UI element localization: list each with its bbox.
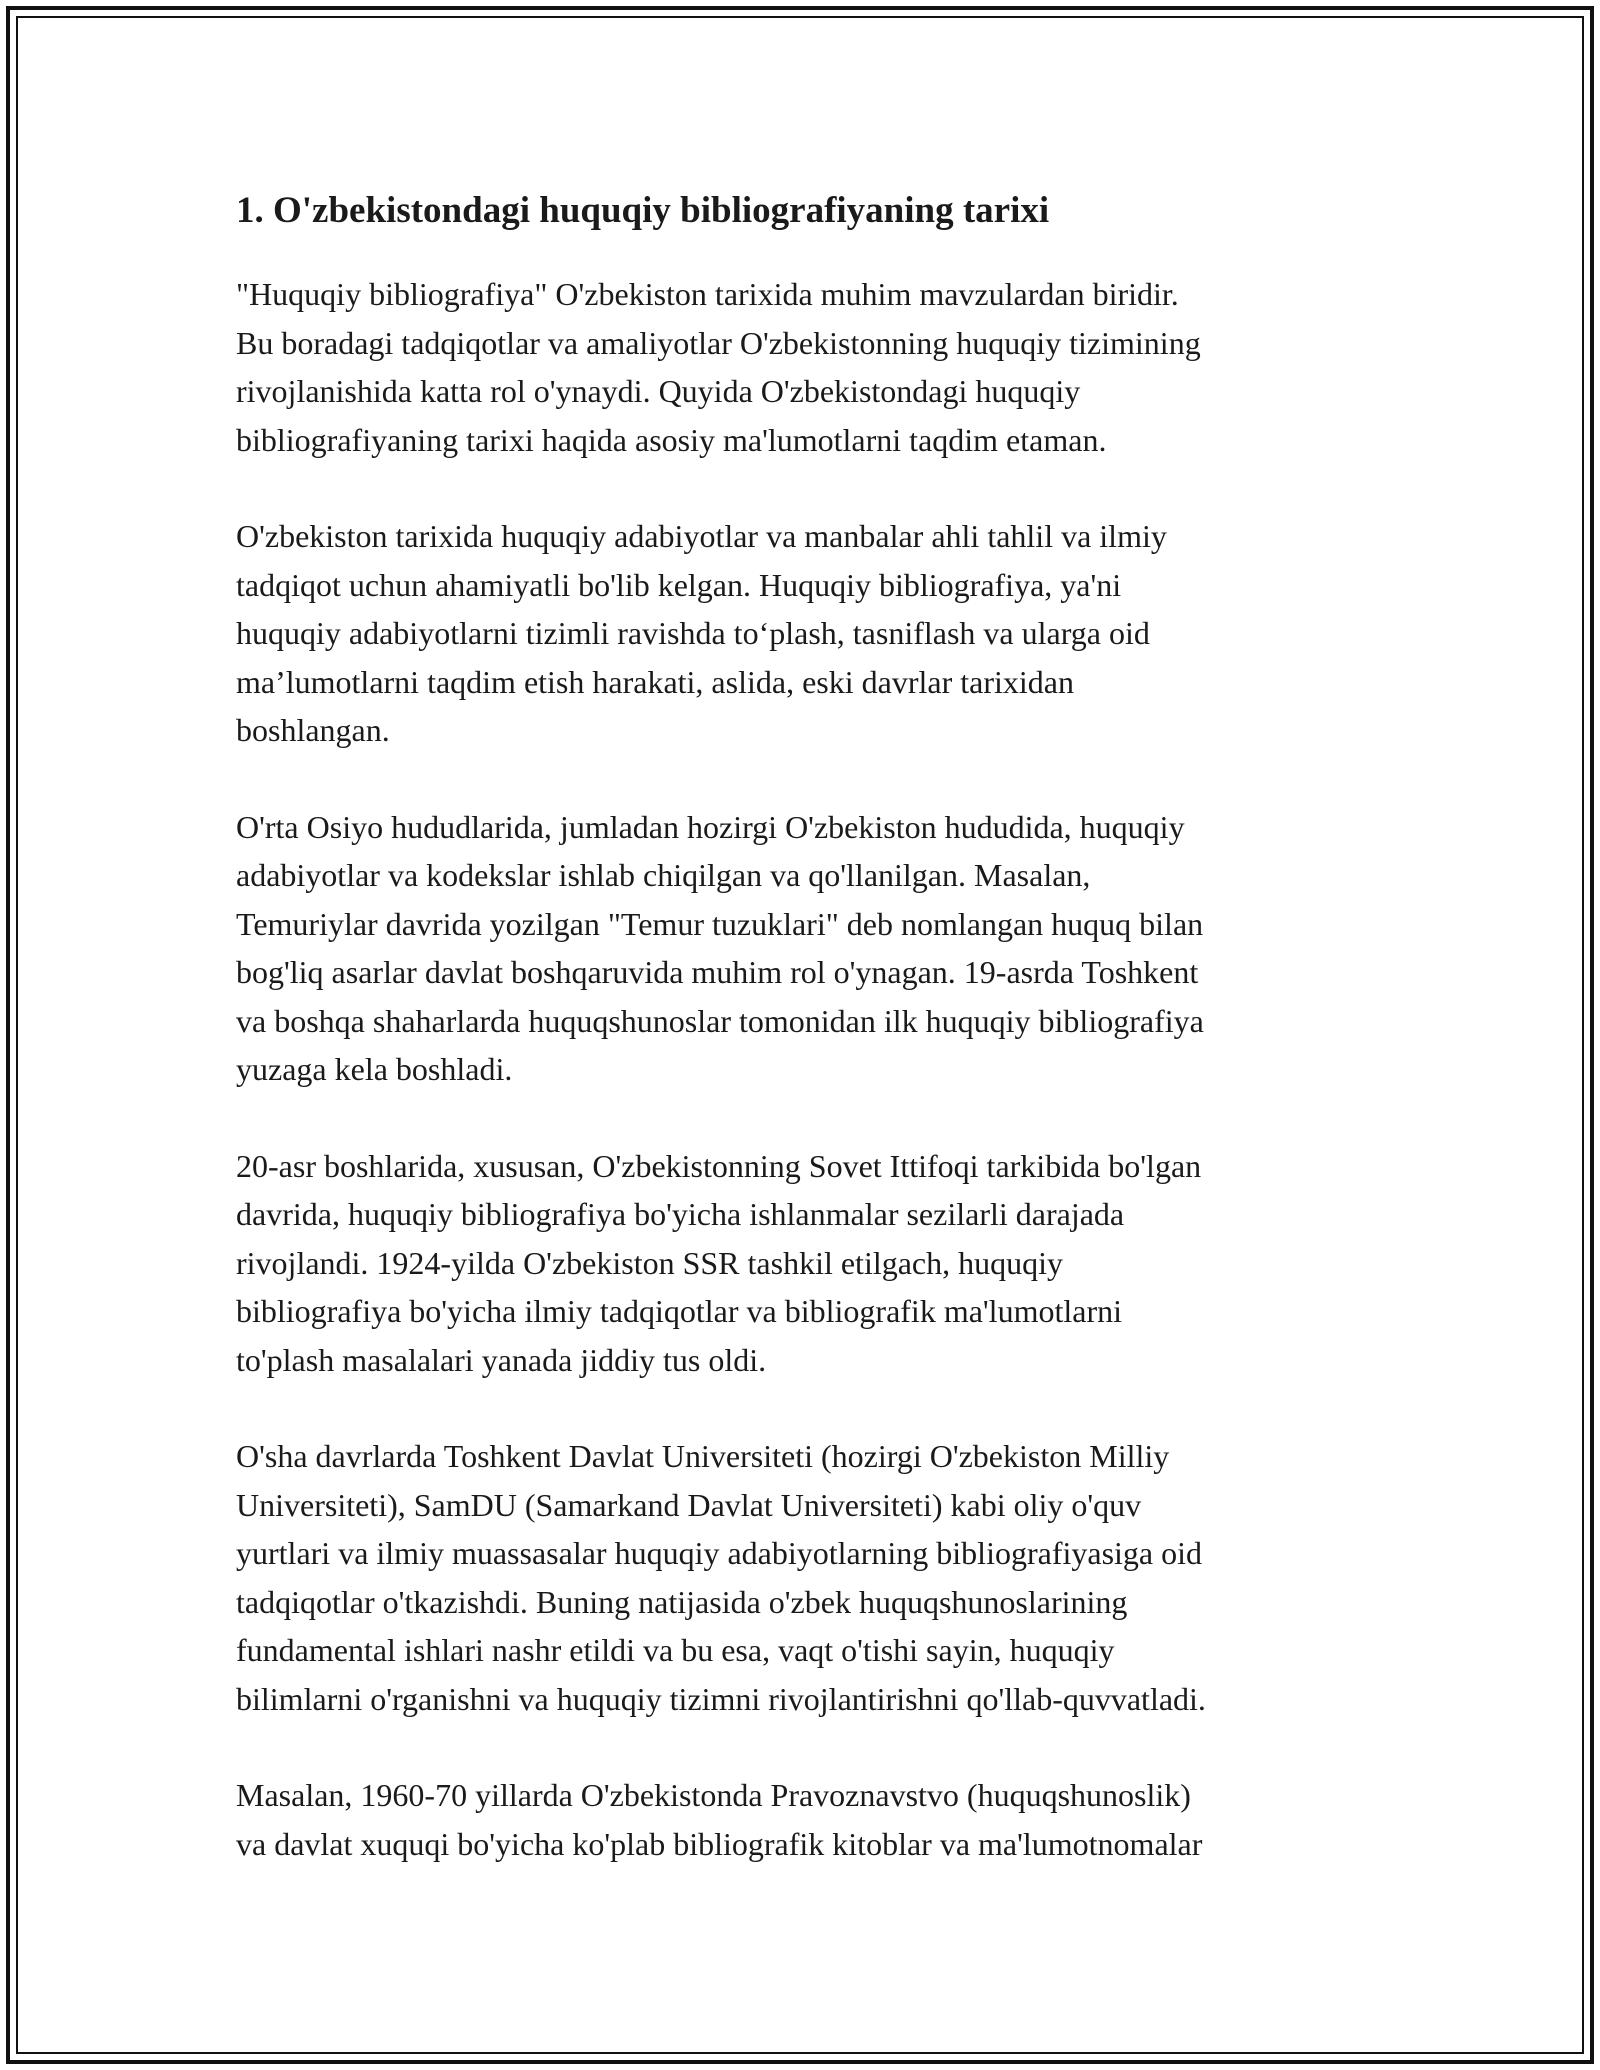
text-line: Masalan, 1960-70 yillarda O'zbekistonda Pravoznavstvo (huquqshunoslik) — [236, 1777, 1191, 1813]
text-line: rivojlandi. 1924-yilda O'zbekiston SSR tashkil etilgach, huquqiy — [236, 1244, 1064, 1281]
text-line: bibliografiya bo'yicha ilmiy tadqiqotlar va bibliografik ma'lumotlarni — [236, 1293, 1122, 1329]
text-line: fundamental ishlari nashr etildi va bu esa, vaqt o'tishi sayin, huquqiy — [236, 1632, 1115, 1668]
text-line: boshlangan. — [236, 712, 390, 748]
text-line: rivojlanishida katta rol o'ynaydi. Quyida O'zbekistondagi huquqiy — [236, 373, 1081, 409]
text-line: tadqiqotlar o'tkazishdi. Buning natijasida o'zbek huquqshunoslarining — [236, 1583, 1128, 1620]
paragraph-5 — [236, 1432, 1356, 1723]
text-line: "Huquqiy bibliografiya" O'zbekiston tarixida muhim mavzulardan biridir. — [236, 276, 1179, 312]
text-line: va boshqa shaharlarda huquqshunoslar tomonidan ilk huquqiy bibliografiya — [236, 1002, 1204, 1039]
text-line: huquqiy adabiyotlarni tizimli ravishda to‘plash, tasniflash va ularga oid — [236, 615, 1150, 651]
section-heading: 1. O'zbekistondagi huquqiy bibliografiyaning tarixi — [236, 190, 1050, 231]
text-line: davrida, huquqiy bibliografiya bo'yicha ishlanmalar sezilarli darajada — [236, 1196, 1125, 1232]
text-line: adabiyotlar va kodekslar ishlab chiqilgan va qo'llanilgan. Masalan, — [236, 857, 1091, 893]
text-line: yuzaga kela boshladi. — [236, 1051, 513, 1087]
text-line: Bu boradagi tadqiqotlar va amaliyotlar O'zbekistonning huquqiy tizimining — [236, 324, 1201, 361]
text-line: O'zbekiston tarixida huquqiy adabiyotlar va manbalar ahli tahlil va ilmiy — [236, 518, 1167, 554]
text-line: O'sha davrlarda Toshkent Davlat Universiteti (hozirgi O'zbekiston Milliy — [236, 1438, 1170, 1474]
paragraph-2 — [236, 512, 1356, 755]
text-line: ma’lumotlarni taqdim etish harakati, aslida, eski davrlar tarixidan — [236, 663, 1074, 700]
text-line: va davlat xuquqi bo'yicha ko'plab bibliografik kitoblar va ma'lumotnomalar — [236, 1825, 1203, 1862]
text-line: Temuriylar davrida yozilgan "Temur tuzuklari" deb nomlangan huquq bilan — [236, 905, 1204, 942]
text-line: O'rta Osiyo hududlarida, jumladan hozirgi O'zbekiston hududida, huquqiy — [236, 808, 1185, 845]
text-line: tadqiqot uchun ahamiyatli bo'lib kelgan. Huquqiy bibliografiya, ya'ni — [236, 566, 1122, 603]
text-line: 20-asr boshlarida, xususan, O'zbekistonning Sovet Ittifoqi tarkibida bo'lgan — [236, 1147, 1202, 1184]
paragraph-6 — [236, 1771, 1356, 1868]
document-body — [236, 186, 1356, 1916]
text-line: yurtlari va ilmiy muassasalar huquqiy adabiyotlarning bibliografiyasiga oid — [236, 1535, 1202, 1571]
text-line: bilimlarni o'rganishni va huquqiy tizimni rivojlantirishni qo'llab-quvvatladi. — [236, 1680, 1206, 1717]
text-line: bog'liq asarlar davlat boshqaruvida muhim rol o'ynagan. 19-asrda Toshkent — [236, 954, 1199, 990]
text-line: bibliografiyaning tarixi haqida asosiy ma'lumotlarni taqdim etaman. — [236, 421, 1107, 458]
text-line: to'plash masalalari yanada jiddiy tus oldi. — [236, 1341, 767, 1378]
paragraph-1 — [236, 270, 1356, 464]
text-line: Universiteti), SamDU (Samarkand Davlat Universiteti) kabi oliy o'quv — [236, 1486, 1142, 1523]
paragraph-3 — [236, 803, 1356, 1094]
paragraph-4 — [236, 1142, 1356, 1385]
